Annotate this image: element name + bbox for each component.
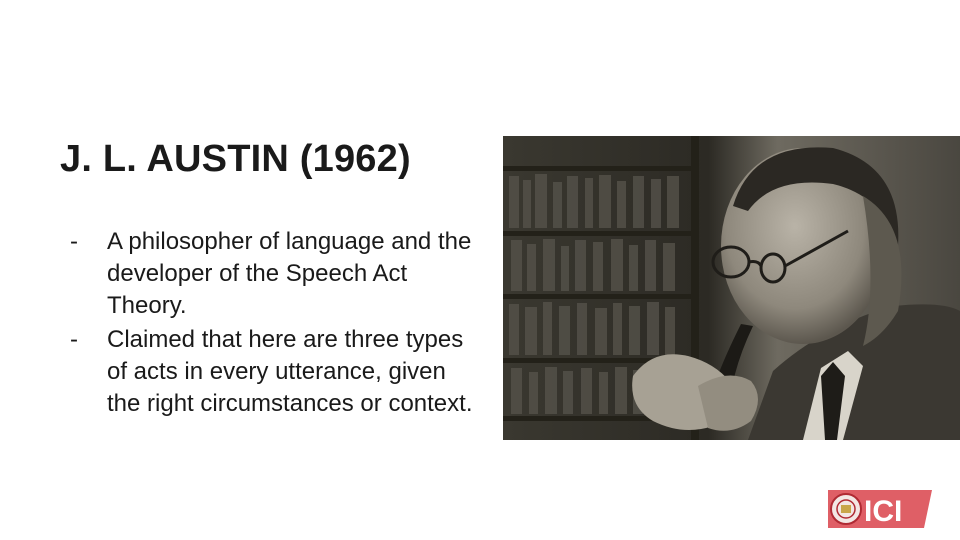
ici-logo xyxy=(826,488,934,530)
bullet-text: Claimed that here are three types of acts in every utterance, given the right circumstances or context. xyxy=(107,326,473,417)
bullet-marker: - xyxy=(70,228,78,255)
bullet-text: A philosopher of language and the developer of the Speech Act Theory. xyxy=(107,228,472,319)
slide-title: J. L. AUSTIN (1962) xyxy=(60,138,411,180)
bullet-marker: - xyxy=(70,326,78,353)
svg-text:ICI: ICI xyxy=(864,495,903,528)
bullet-item xyxy=(60,226,480,322)
bullet-list xyxy=(60,226,480,422)
seal-logo-icon xyxy=(826,488,934,530)
bullet-item xyxy=(60,324,480,420)
portrait-photo xyxy=(503,136,960,440)
portrait-photo-illustration xyxy=(503,136,960,440)
